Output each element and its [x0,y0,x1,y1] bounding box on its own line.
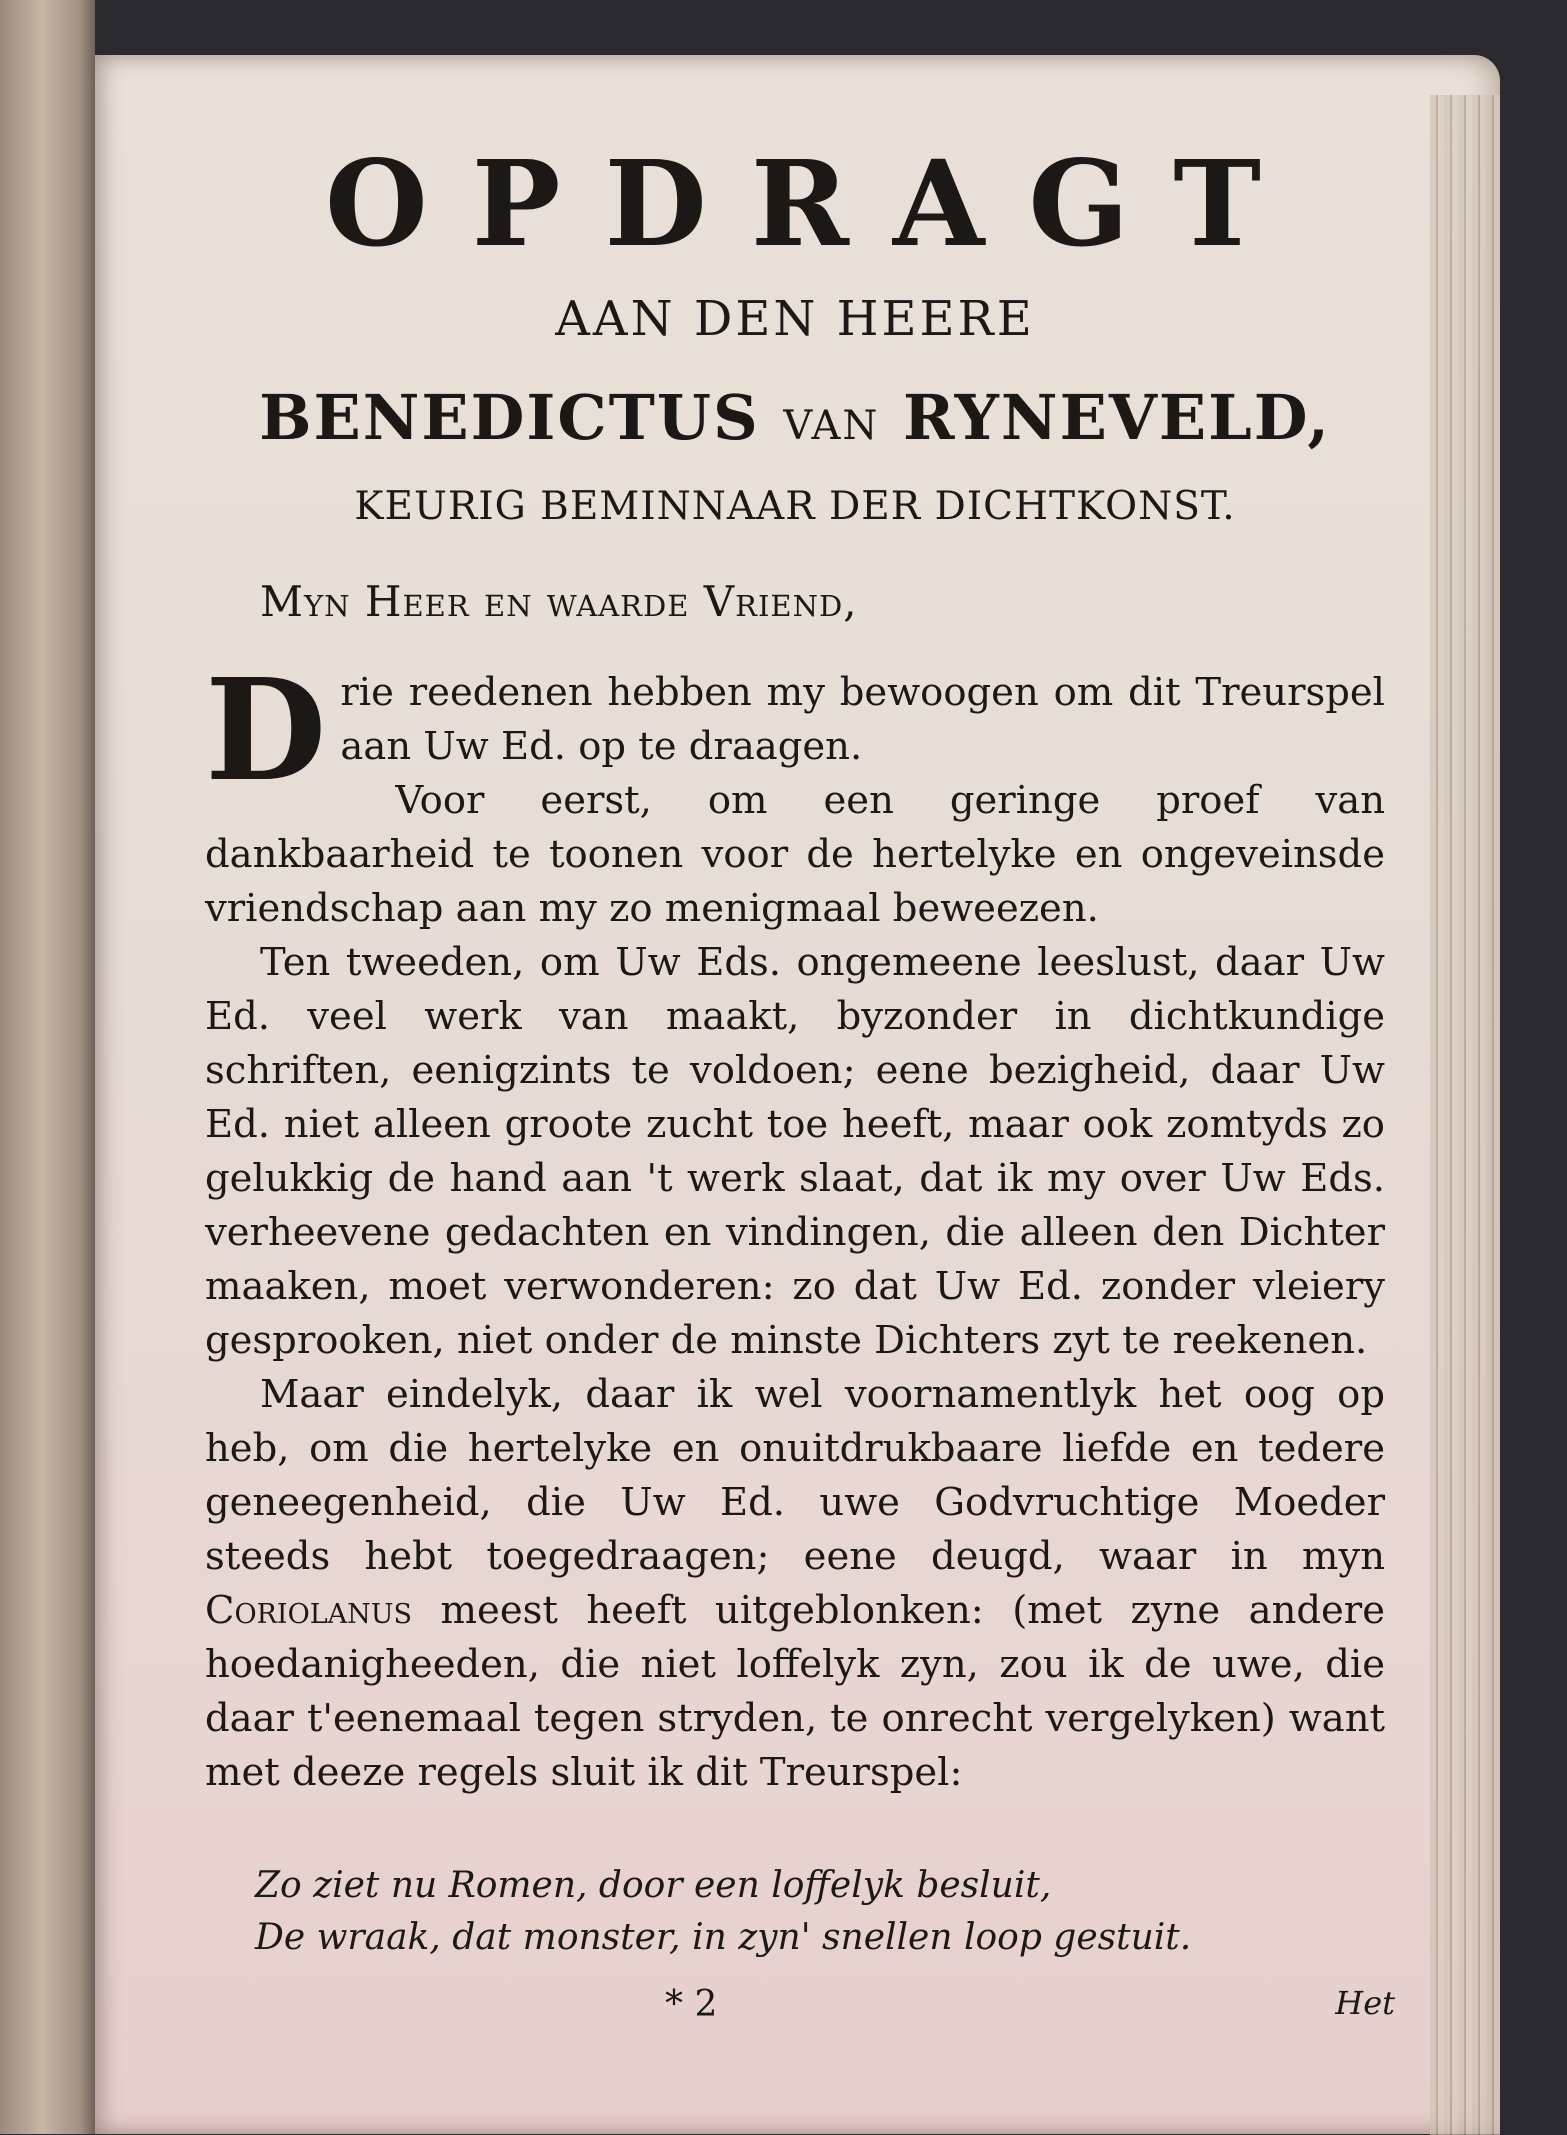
page-title: OPDRAGT [324,134,1306,273]
dedicatee-descriptor: KEURIG BEMINNAAR DER DICHTKONST. [354,484,1236,529]
page-content [205,134,1395,2044]
catchword: Het [1335,1984,1395,2022]
signature-mark: * 2 [665,1984,718,2025]
paragraph-4-text-b: meest heeft uitgeblonken: (met zyne andere hoedanigheeden, die niet loffelyk zyn, zou ik de uwe, die daar t'eenemaal tegen stryden, te onrecht vergelyken) want met deeze regels sluit ik dit Treurspel: [205,1588,1385,1795]
dedication-subtitle: AAN DEN HEERE [555,291,1035,347]
page-footer [205,1984,1395,2044]
dedicatee-name [205,381,1385,454]
paragraph-1 [205,649,1385,813]
paragraph-4-text-a: Maar eindelyk, daar ik wel voornamentlyk het oog op heb, om die hertelyke en onuitdrukbaare liefde en tedere geneegenheid, die Uw Ed. uwe Godvruchtige Moeder steeds hebt toegedraagen; eene deugd, waar in myn [205,1372,1385,1579]
verse-quote [255,1860,1385,1964]
verse-line-1: Zo ziet nu Romen, door een loffelyk besluit, [255,1865,1052,1906]
paragraph-1-text: rie reedenen hebben my bewoogen om dit Treurspel aan Uw Ed. op te draagen. [340,670,1385,769]
coriolanus-name: Coriolanus [205,1588,413,1633]
drop-cap: D [205,649,327,813]
name-first: BENEDICTUS [259,381,760,454]
book-page [95,55,1500,2134]
salutation: Myn Heer en waarde Vriend, [260,577,858,626]
verse-line-2: De wraak, dat monster, in zyn' snellen loop gestuit. [255,1917,1192,1958]
paragraph-2: Voor eerst, om een geringe proef van dankbaarheid te toonen voor de hertelyke en ongeveinsde vriendschap aan my zo menigmaal beweezen. [205,778,1385,931]
left-page-edge [0,0,95,2134]
name-last: RYNEVELD, [903,381,1331,454]
page-edges [1430,95,1500,2135]
paragraph-4 [205,1368,1385,1800]
name-particle: VAN [783,403,880,449]
paragraph-3: Ten tweeden, om Uw Eds. ongemeene leeslust, daar Uw Ed. veel werk van maakt, byzonder in dichtkundige schriften, eenigzints te voldoen; eene bezigheid, daar Uw Ed. niet alleen groote zucht toe heeft, maar ook zomtyds zo gelukkig de hand aan 't werk slaat, dat ik my over Uw Eds. verheevene gedachten en vindingen, die alleen den Dichter maaken, moet verwonderen: zo dat Uw Ed. zonder vleiery gesprooken, niet onder de minste Dichters zyt te reekenen. [205,940,1385,1363]
